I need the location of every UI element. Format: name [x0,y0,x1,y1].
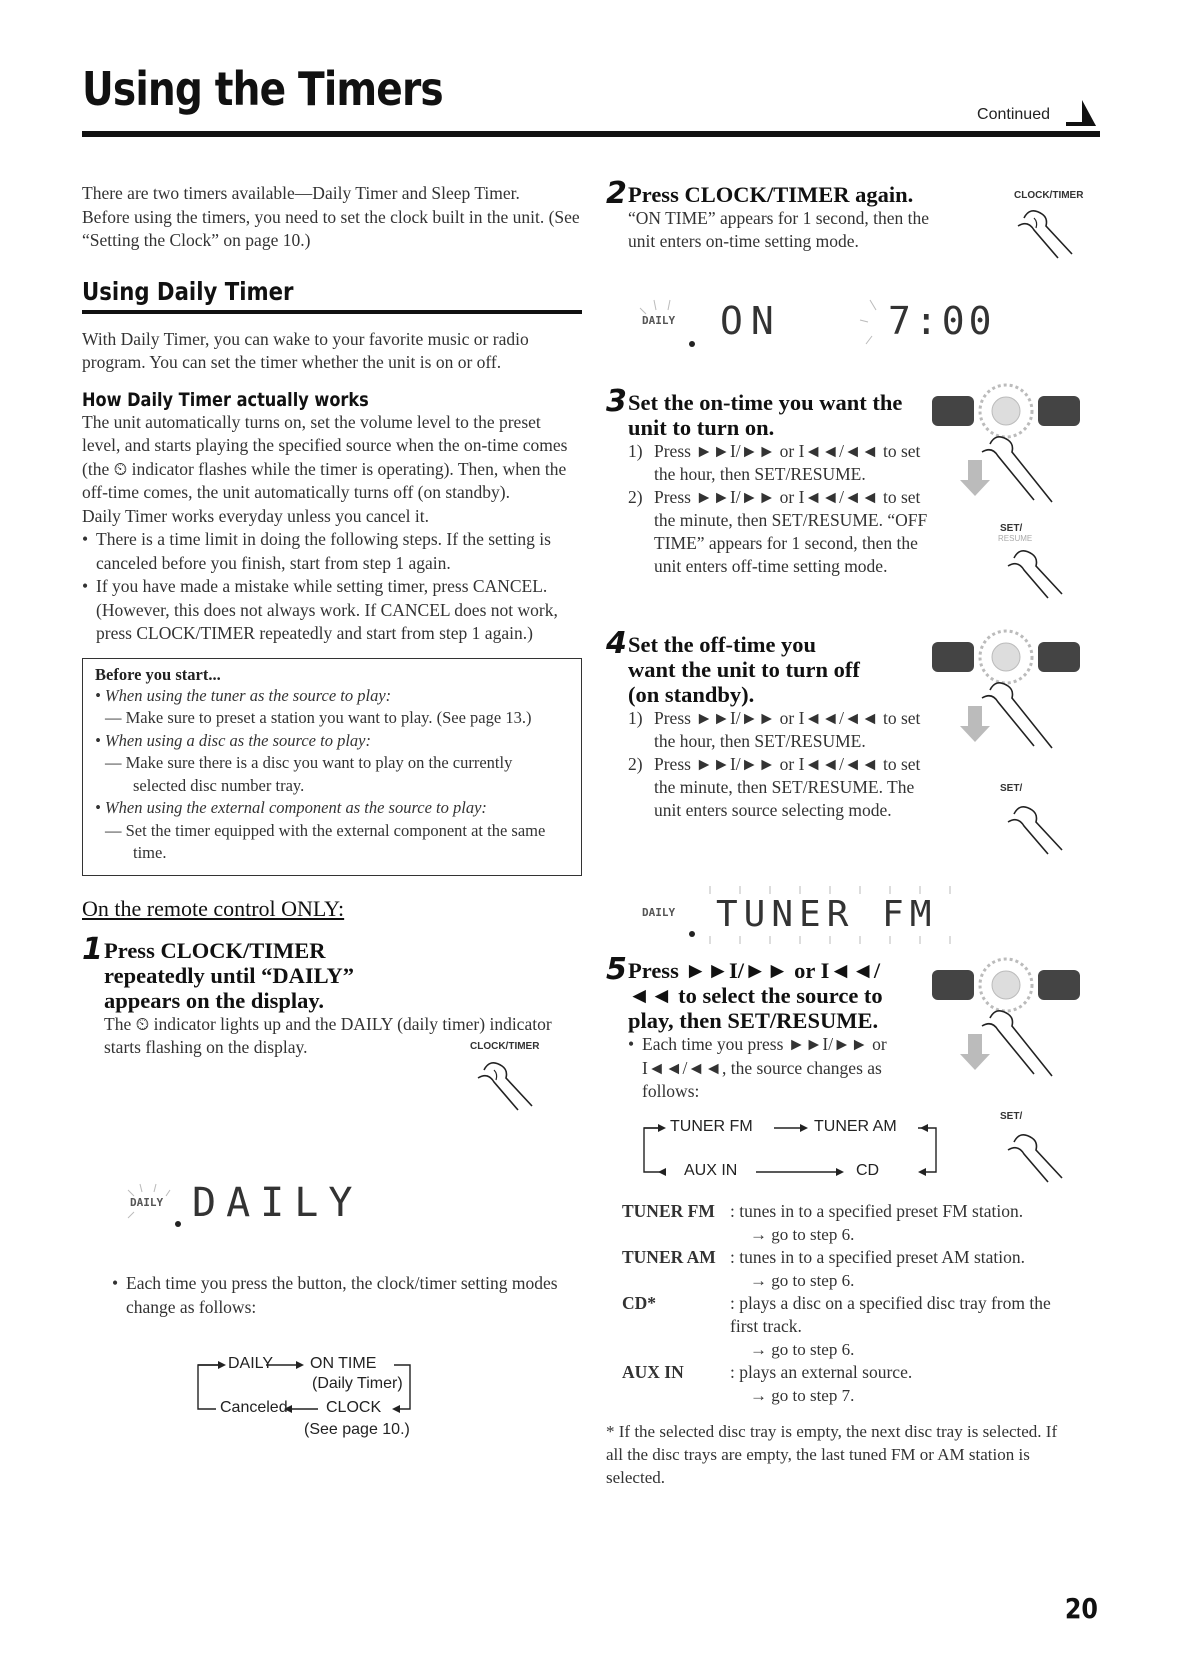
down-arrow-icon [960,1034,990,1070]
daily-notes [82,528,582,646]
next-button-icon [1038,642,1080,672]
lcd-display-source [630,878,1030,948]
clock-timer-button-label-2: CLOCK/TIMER [1014,190,1084,201]
down-arrow-icon [960,706,990,742]
step-number: 2 [606,176,627,211]
lcd-source-text: TUNER FM [716,894,938,935]
before-detail-2: — Make sure there is a disc you want to play on the currently selected disc number tray. [105,753,513,795]
clock-timer-button-label: CLOCK/TIMER [470,1041,540,1052]
pressing-hand-icon [960,430,1060,520]
before-condition-1: • When using the tuner as the source to play: [95,685,392,705]
lcd-daily-tag: DAILY [642,314,676,327]
lcd-daily-tag: DAILY [130,1196,164,1209]
list-item: 1) Press ►►I/►► or I◄◄/◄◄ to set the hour, then SET/RESUME. [628,708,921,751]
list-item: • Each time you press the button, the clock/timer setting modes change as follows: [112,1272,582,1319]
step-number: 5 [606,952,627,987]
previous-button-icon [932,642,974,672]
pressing-hand-icon [1000,540,1070,602]
pressing-hand-icon [1000,796,1070,858]
section-heading-daily-timer: Using Daily Timer [82,276,294,306]
remote-only-heading: On the remote control ONLY: [82,895,345,921]
timer-indicator-icon [175,1221,181,1227]
next-button-icon [1038,396,1080,426]
flow-tuner-fm: TUNER FM [670,1118,753,1135]
flow-diagram-sources [640,1116,950,1186]
step-3 [606,384,936,578]
continued-arrow-icon [1052,96,1098,130]
timer-indicator-icon [689,341,695,347]
goto-step: → go to step 6. [750,1340,855,1359]
list-item: 2) Press ►►I/►► or I◄◄/◄◄ to set the minute, then SET/RESUME. “OFF TIME” appears for 1 second, then the unit enters off-time setting mode. [628,487,928,576]
pressing-hand-icon [960,676,1060,766]
daily-intro: With Daily Timer, you can wake to your favorite music or radio program. You can set the timer whether the unit is on or off. [82,328,529,372]
flow-tuner-am: TUNER AM [814,1118,897,1135]
before-box-title: Before you start... [95,664,221,684]
before-detail-1: — Make sure to preset a station you want to play. (See page 13.) [105,708,532,727]
step-5-note [606,1033,906,1104]
pressing-hand-icon [1010,200,1080,262]
step-title: Press CLOCK/TIMER repeatedly until “DAILY” appears on the display. [104,937,355,1013]
list-item: AUX IN : plays an external source. [622,1362,913,1382]
step-1-note [112,1272,582,1319]
flow-diagram-clock-timer [192,1355,432,1445]
set-label: SET/ [1000,783,1023,794]
before-you-start-box [82,658,582,876]
step-3-instructions [606,440,936,578]
flow-clock: CLOCK [326,1399,382,1416]
lcd-daily-tag: DAILY [642,906,676,919]
flow-daily: DAILY [228,1355,274,1372]
pressing-hand-icon [1000,1124,1070,1186]
list-item: • Each time you press ►►I/►► or I◄◄/◄◄, the source changes as follows: [628,1033,906,1104]
step-4 [606,626,936,822]
lcd-display-daily [120,1172,400,1232]
step-5 [606,952,906,1104]
footnote: * If the selected disc tray is empty, the next disc tray is selected. If all the disc trays are empty, the last tuned FM or AM station is selected. [606,1422,1058,1487]
before-detail-3: — Set the timer equipped with the external component at the same time. [105,820,546,862]
list-item: • If you have made a mistake while setting timer, press CANCEL. (However, this does not always work. If CANCEL does not work, press CLOCK/TIMER repeatedly and start from step 1 again.) [82,575,582,646]
how-paragraph-2: Daily Timer works everyday unless you cancel it. [82,505,430,526]
section-rule [82,310,582,314]
list-item: • There is a time limit in doing the following steps. If the setting is canceled before you finish, start from step 1 again. [82,528,582,575]
pressing-hand-icon [470,1052,540,1114]
continued-label: Continued [977,106,1050,123]
pressing-hand-icon [960,1004,1060,1094]
resume-label: RESUME [998,534,1033,543]
list-item: 1) Press ►►I/►► or I◄◄/◄◄ to set the hour, then SET/RESUME. [628,441,921,484]
set-label: SET/ [1000,523,1023,534]
title-rule [82,131,1100,137]
before-condition-3: • When using the external component as the source to play: [95,798,487,817]
step-title: Set the off-time you want the unit to turn off (on standby). [628,632,860,707]
list-item: TUNER AM : tunes in to a specified preset AM station. [622,1247,1026,1267]
how-paragraph-1: The unit automatically turns on, set the volume level to the preset level, and starts playing the specified source when the on-time comes (the ⏲ indicator flashes while the timer is operating). Then, when the off-time comes, the unit automatically turns off (on standby). [82,411,568,502]
step-4-instructions [606,707,936,822]
flow-on-time: ON TIME [310,1355,377,1372]
lcd-daily-text: DAILY [192,1180,363,1226]
step-number: 1 [82,931,103,967]
lcd-display-on-time [630,290,1010,360]
step-number: 4 [606,626,627,661]
goto-step: → go to step 7. [750,1386,855,1405]
set-label: SET/ [1000,1111,1023,1122]
list-item: 2) Press ►►I/►► or I◄◄/◄◄ to set the minute, then SET/RESUME. The unit enters source selecting mode. [628,754,921,820]
step-number: 3 [606,384,627,419]
flow-canceled: Canceled [220,1399,288,1416]
lcd-on-text: ON [720,299,782,343]
lcd-time-text: 7:00 [888,299,996,343]
step-body: The ⏲ indicator lights up and the DAILY (daily timer) indicator starts flashing on the display. [104,1013,552,1057]
step-body: “ON TIME” appears for 1 second, then the unit enters on-time setting mode. [628,208,929,251]
previous-button-icon [932,970,974,1000]
left-column [82,182,582,1059]
list-item: CD* : plays a disc on a specified disc tray from the first track. [622,1293,1051,1336]
down-arrow-icon [960,460,990,496]
step-title: Press ►►I/►► or I◄◄/◄◄ to select the source to play, then SET/RESUME. [628,958,883,1033]
intro-paragraph-1: There are two timers available—Daily Timer and Sleep Timer. [82,183,520,203]
how-heading: How Daily Timer actually works [82,388,369,411]
previous-button-icon [932,396,974,426]
goto-step: → go to step 6. [750,1225,855,1244]
list-item: TUNER FM : tunes in to a specified preset FM station. [622,1201,1024,1221]
before-condition-2: • When using a disc as the source to play: [95,730,371,750]
page-number: 20 [1064,1592,1098,1625]
next-button-icon [1038,970,1080,1000]
page-title: Using the Timers [82,62,443,116]
intro-paragraph-2: Before using the timers, you need to set the clock built in the unit. (See “Setting the Clock” on page 10.) [82,206,580,250]
goto-step: → go to step 6. [750,1271,855,1290]
step-title: Set the on-time you want the unit to turn on. [628,390,903,440]
flow-cd: CD [856,1162,880,1179]
source-definitions [622,1200,1062,1407]
timer-indicator-icon [689,931,695,937]
flow-on-time-sub: (Daily Timer) [312,1375,403,1392]
step-title: Press CLOCK/TIMER again. [628,182,914,207]
flow-aux-in: AUX IN [684,1162,738,1179]
flow-clock-sub: (See page 10.) [304,1421,410,1438]
